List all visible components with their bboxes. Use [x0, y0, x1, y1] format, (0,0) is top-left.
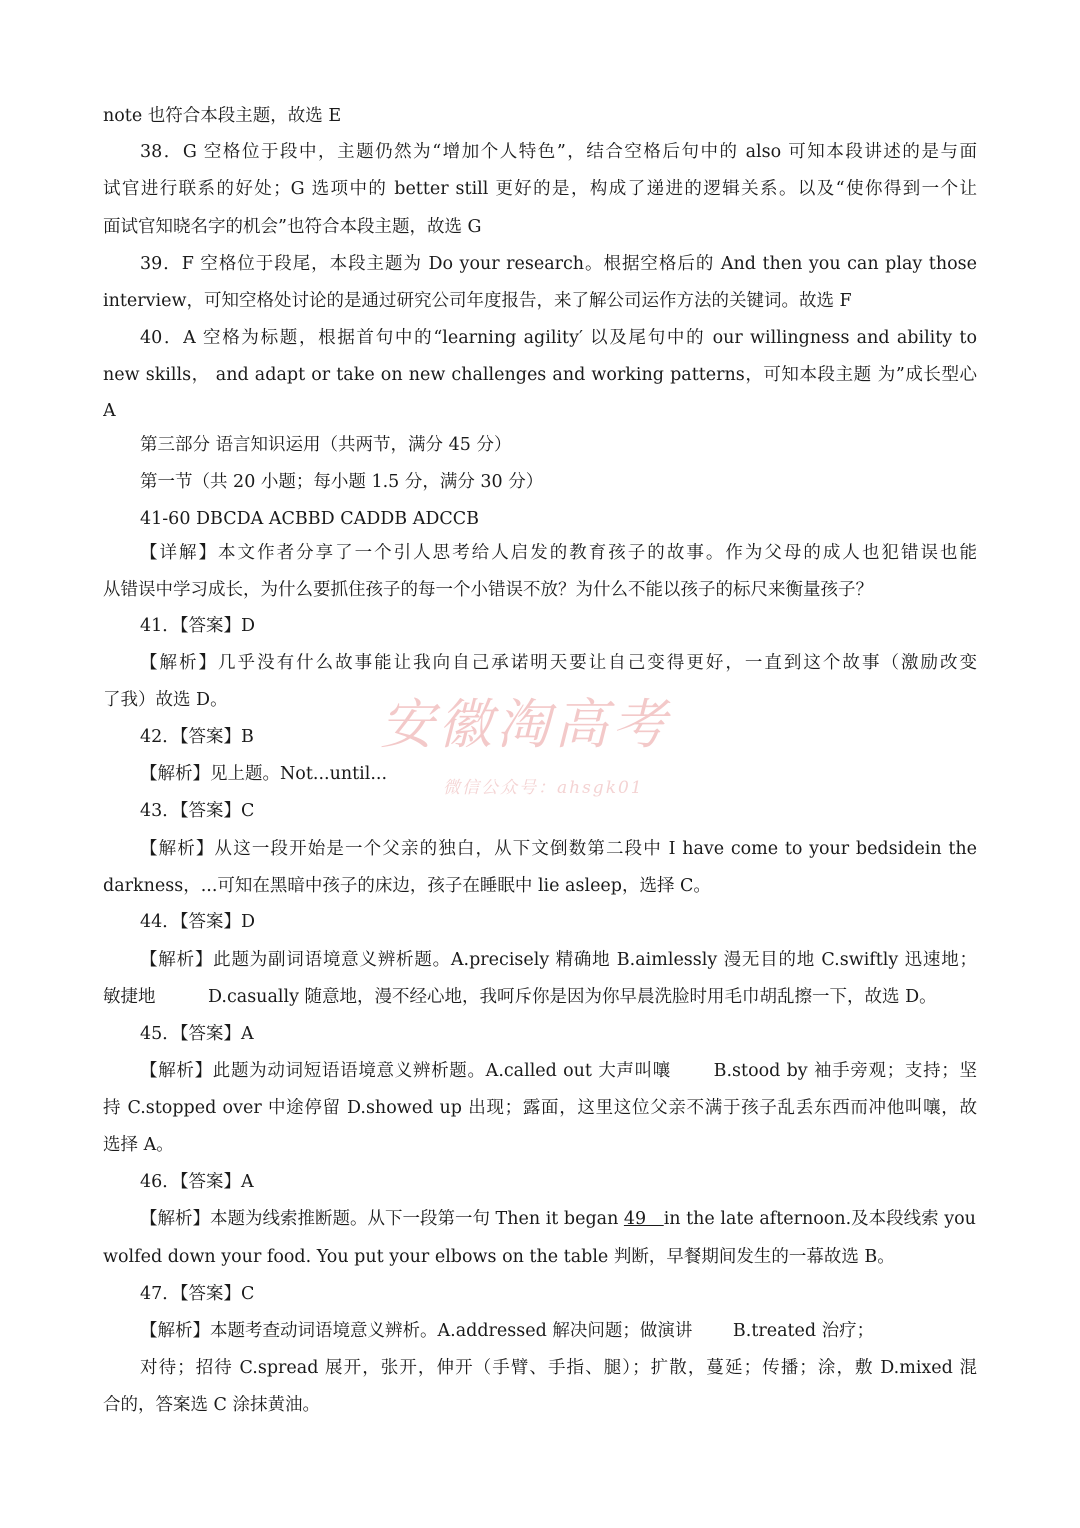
q40-line-2: new skills， and adapt or take on new challenges and working patterns，可知本段主题 为”成长型心: [103, 365, 977, 385]
q47-answer: 47．【答案】C: [140, 1284, 255, 1304]
q44-answer: 44．【答案】D: [140, 912, 256, 932]
q44-analysis-2: 敏捷地 D.casually 随意地，漫不经心地，我呵斥你是因为你早晨洗脸时用毛巾胡乱擦一下，故选 D。: [103, 987, 937, 1007]
q43-analysis-1: 【解析】从这一段开始是一个父亲的独白，从下文倒数第二段中 I have come to your bedsidein the: [140, 839, 977, 859]
q46-text-pre: 【解析】本题为线索推断题。从下一段第一句 Then it began: [140, 1209, 624, 1229]
watermark-title: 安徽淘高考: [380, 693, 670, 756]
q41-analysis-2: 了我）故选 D。: [103, 690, 228, 710]
q45-analysis-1: 【解析】此题为动词短语语境意义辨析题。A.called out 大声叫嚷 B.stood by 袖手旁观；支持；坚: [140, 1061, 977, 1081]
q47-analysis-2: 对待；招待 C.spread 展开，张开，伸开（手臂、手指、腿）；扩散，蔓延；传播；涂，敷 D.mixed 混: [140, 1358, 977, 1378]
q45-analysis-2: 持 C.stopped over 中途停留 D.showed up 出现；露面，这里这位父亲不满于孩子乱丢东西而冲他叫嚷，故: [103, 1098, 977, 1118]
q45-answer: 45．【答案】A: [140, 1024, 254, 1044]
answer-key: 41-60 DBCDA ACBBD CADDB ADCCB: [140, 509, 480, 529]
q45-analysis-3: 选择 A。: [103, 1135, 174, 1155]
q40-line-1: 40．A 空格为标题，根据首句中的“learning agility′ 以及尾句中的 our willingness and ability to: [140, 328, 977, 348]
q44-analysis-1: 【解析】此题为副词语境意义辨析题。A.precisely 精确地 B.aimlessly 漫无目的地 C.swiftly 迅速地；: [140, 950, 977, 970]
q43-analysis-2: darkness，...可知在黑暗中孩子的床边，孩子在睡眠中 lie asleep，选择 C。: [103, 876, 711, 896]
q46-analysis-2: wolfed down your food. You put your elbows on the table 判断，早餐期间发生的一幕故选 B。: [103, 1247, 895, 1267]
section-heading: 第三部分 语言知识运用（共两节，满分 45 分）: [140, 435, 512, 455]
q41-analysis-1: 【解析】几乎没有什么故事能让我向自己承诺明天要让自己变得更好，一直到这个故事（激励改变: [140, 653, 977, 673]
q39-line-2: interview，可知空格处讨论的是通过研究公司年度报告，来了解公司运作方法的关键词。故选 F: [103, 291, 852, 311]
q43-answer: 43．【答案】C: [140, 801, 255, 821]
q47-analysis-1: 【解析】本题考查动词语境意义辨析。A.addressed 解决问题；做演讲 B.treated 治疗；: [140, 1321, 875, 1341]
text-line: note 也符合本段主题，故选 E: [103, 106, 342, 126]
q41-answer: 41．【答案】D: [140, 616, 256, 636]
subsection-heading: 第一节（共 20 小题；每小题 1.5 分，满分 30 分）: [140, 472, 544, 492]
q46-text-post: in the late afternoon.及本段线索 you: [663, 1209, 976, 1229]
q39-line-1: 39．F 空格位于段尾，本段主题为 Do your research。根据空格后的 And then you can play those: [140, 254, 977, 274]
q42-answer: 42．【答案】B: [140, 727, 254, 747]
q46-blank: 49: [623, 1209, 664, 1229]
q38-line-1: 38．G 空格位于段中，主题仍然为“增加个人特色”，结合空格后句中的 also 可知本段讲述的是与面: [140, 142, 977, 162]
q46-answer: 46．【答案】A: [140, 1172, 254, 1192]
q46-analysis-1: [140, 1207, 977, 1231]
q40-line-3: A: [103, 401, 116, 421]
q38-line-2: 试官进行联系的好处；G 选项中的 better still 更好的是，构成了递进的逻辑关系。以及“使你得到一个让: [103, 179, 977, 199]
q47-analysis-3: 合的，答案选 C 涂抹黄油。: [103, 1395, 321, 1415]
watermark-subtitle: 微信公众号：ahsgk01: [443, 778, 644, 798]
q38-line-3: 面试官知晓名字的机会”也符合本段主题，故选 G: [103, 217, 482, 237]
q42-analysis: 【解析】见上题。Not...until...: [140, 764, 388, 784]
detail-line-2: 从错误中学习成长，为什么要抓住孩子的每一个小错误不放？为什么不能以孩子的标尺来衡量孩子？: [103, 580, 873, 600]
detail-line-1: 【详解】本文作者分享了一个引人思考给人启发的教育孩子的故事。作为父母的成人也犯错误也能: [140, 543, 977, 563]
